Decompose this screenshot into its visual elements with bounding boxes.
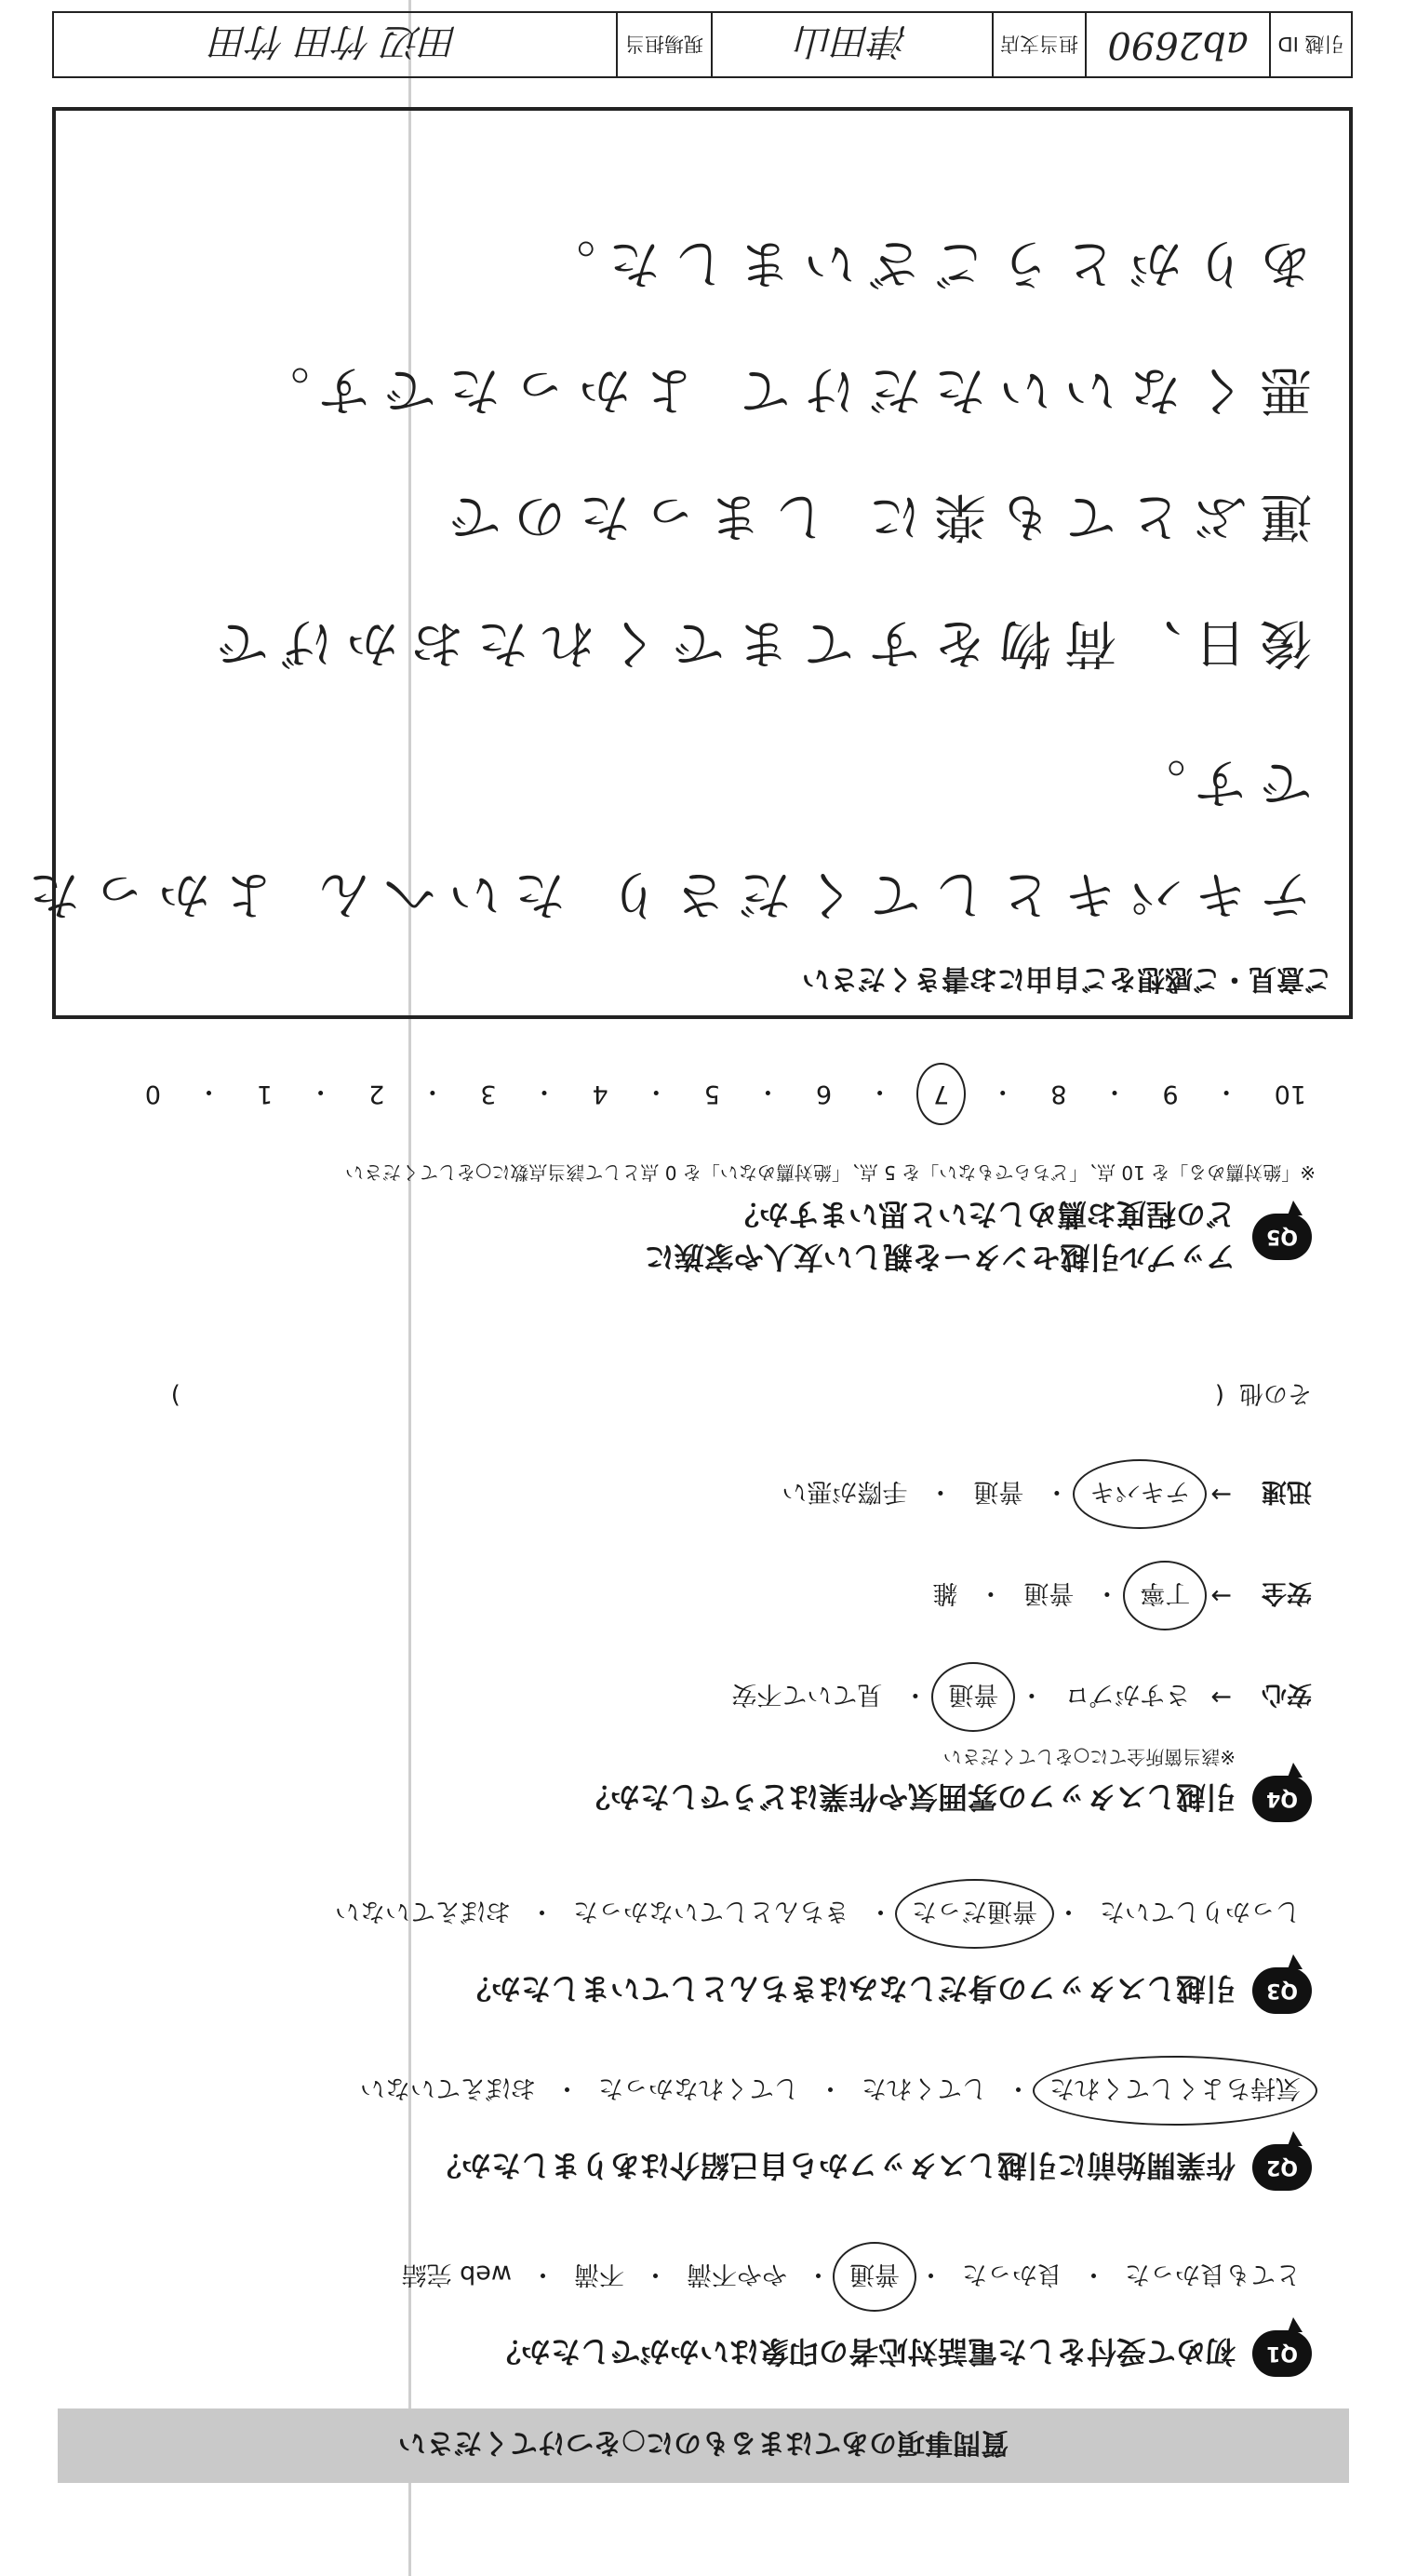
question-4: Q4 引越しスタッフの雰囲気や作業はどうでしたか？ ※該当箇所全てに○をしてください 安心 → さすがプロ ・ 普通 ・ 見ていて不安 安全 → 丁寧 ・ 普通 ・ 雑 迅速 → テキパキ ・ 普通 ・ 手際が悪い その他 ( ): [84, 1378, 1312, 1822]
scale-value[interactable]: 4: [592, 1080, 608, 1108]
q2-badge: Q2: [1252, 2144, 1312, 2191]
scale-value[interactable]: 1: [256, 1080, 274, 1108]
leader-value[interactable]: 田辺 竹田 竹田: [211, 20, 459, 63]
scale-value[interactable]: 6: [815, 1080, 833, 1108]
q4-option[interactable]: 手際が悪い: [782, 1477, 908, 1506]
scale-value[interactable]: 3: [480, 1080, 497, 1108]
q4-option[interactable]: 普通: [1023, 1578, 1075, 1607]
q1-text: 初めて受付をした電話対応者の印象はいかがでしたか？: [490, 2334, 1236, 2369]
q3-badge: Q3: [1252, 1967, 1312, 2014]
q1-option[interactable]: やや不満: [687, 2260, 787, 2288]
q4-row-label: 迅速: [1262, 1477, 1312, 1506]
scale-value[interactable]: 5: [703, 1080, 720, 1108]
q3-option[interactable]: しっかりしていた: [1100, 1897, 1301, 1925]
comment-line: 悪くないいただけて よかったです。: [244, 359, 1312, 420]
q4-option[interactable]: 雑: [932, 1578, 958, 1607]
q4-option-selected[interactable]: 普通: [942, 1677, 1004, 1717]
branch-value[interactable]: 津田山: [711, 13, 992, 76]
comment-line: です。: [1120, 752, 1312, 812]
scale-value[interactable]: 2: [368, 1080, 385, 1108]
q4-row-label: 安全: [1262, 1578, 1312, 1607]
q2-text: 作業開始前に引越しスタッフから自己紹介はありましたか？: [431, 2148, 1236, 2183]
q5-note: ※「絶対薦める」を 10 点、「どちらでもない」を 5 点、「絶対薦めない」を 0 点として該当点数に○をしてください: [344, 1161, 1316, 1184]
q1-option[interactable]: web 完結: [401, 2260, 512, 2288]
q4-option[interactable]: さすがプロ: [1064, 1680, 1191, 1709]
branch-label: 担当支店: [992, 13, 1085, 76]
scale-value[interactable]: 8: [1050, 1080, 1067, 1108]
q4-other-label: その他: [1238, 1379, 1312, 1407]
comment-line: 後日、荷物をすてまでくれたおかげで: [203, 612, 1312, 673]
scale-value[interactable]: 9: [1162, 1080, 1179, 1108]
arrow-icon: →: [1210, 1581, 1232, 1610]
q1-option-selected[interactable]: 普通: [844, 2257, 905, 2297]
q5-badge: Q5: [1252, 1214, 1312, 1260]
question-2: Q2 作業開始前に引越しスタッフから自己紹介はありましたか？ 気持ちよくしてくれた ・ してくれた ・ してくれなかった ・ おぼえていない: [84, 2071, 1312, 2191]
question-3: Q3 引越しスタッフの身だしなみはきちんとしていましたか？ しっかりしていた ・ 普通だった ・ きちんとしていなかった ・ おぼえていない: [84, 1894, 1312, 2014]
q3-option[interactable]: きちんとしていなかった: [573, 1897, 849, 1925]
instructions-banner: 質問事項のあてはまるものに○をつけてください: [58, 2408, 1349, 2483]
id-label: 引越 ID: [1269, 13, 1351, 76]
comment-line: 運ぶとても楽に しまったので: [435, 486, 1312, 546]
q1-option[interactable]: 良かった: [962, 2260, 1062, 2288]
q4-badge: Q4: [1252, 1776, 1312, 1822]
q3-option-selected[interactable]: 普通だった: [906, 1894, 1043, 1934]
q1-option[interactable]: とても良かった: [1125, 2260, 1301, 2288]
q4-row-label: 安心: [1262, 1680, 1312, 1709]
scale-value[interactable]: 0: [144, 1080, 161, 1108]
q4-option-selected[interactable]: テキパキ: [1084, 1474, 1196, 1514]
q2-option-selected[interactable]: 気持ちよくしてくれた: [1044, 2071, 1306, 2111]
q4-option[interactable]: 普通: [973, 1477, 1024, 1506]
q4-other-open: (: [1214, 1381, 1224, 1410]
q4-option-selected[interactable]: 丁寧: [1134, 1576, 1196, 1616]
comment-line: テキパキとしてくださり たいへん よかった: [15, 864, 1312, 924]
q3-option[interactable]: おぼえていない: [335, 1897, 511, 1925]
scale-value-selected[interactable]: 7: [928, 1078, 955, 1110]
comments-title: ご意見・ご感想をご自由にお書きください: [802, 962, 1332, 995]
arrow-icon: →: [1210, 1683, 1232, 1711]
id-value[interactable]: ab2690: [1085, 13, 1269, 76]
q3-text: 引越しスタッフの身だしなみはきちんとしていましたか？: [461, 1971, 1236, 2006]
q1-option[interactable]: 不満: [574, 2260, 624, 2288]
q5-text-line1: アップル引越センターを親しい友人や家族に: [644, 1240, 1236, 1275]
comments-box[interactable]: [15, 107, 1353, 1019]
q4-note: ※該当箇所全てに○をしてください: [942, 1746, 1236, 1768]
question-1: Q1 初めて受付をした電話対応者の印象はいかがでしたか？ とても良かった ・ 良かった ・ 普通 ・ やや不満 ・ 不満 ・ web 完結: [84, 2257, 1312, 2377]
q4-text: 引越しスタッフの雰囲気や作業はどうでしたか？: [580, 1779, 1236, 1815]
arrow-icon: →: [1210, 1480, 1232, 1509]
q4-other-close: ): [170, 1381, 180, 1410]
comment-line: ありがとうございました。: [530, 233, 1312, 293]
q2-option[interactable]: おぼえていない: [360, 2073, 536, 2102]
scale-value[interactable]: 10: [1274, 1080, 1306, 1108]
q5-text-line2: どの程度お薦めしたいと思いますか？: [728, 1197, 1236, 1232]
q1-badge: Q1: [1252, 2330, 1312, 2377]
staff-id-table: [52, 11, 1353, 78]
q2-option[interactable]: してくれなかった: [598, 2073, 799, 2102]
q5-scale: 10 ・ 9 ・ 8 ・ 7 ・ 6 ・ 5 ・ 4 ・ 3 ・ 2 ・ 1 ・ 0: [144, 1077, 1306, 1108]
question-5: [84, 1076, 1316, 1281]
q4-option[interactable]: 見ていて不安: [731, 1680, 883, 1709]
leader-label: 現場担当: [616, 13, 711, 76]
q2-option[interactable]: してくれた: [862, 2073, 987, 2102]
